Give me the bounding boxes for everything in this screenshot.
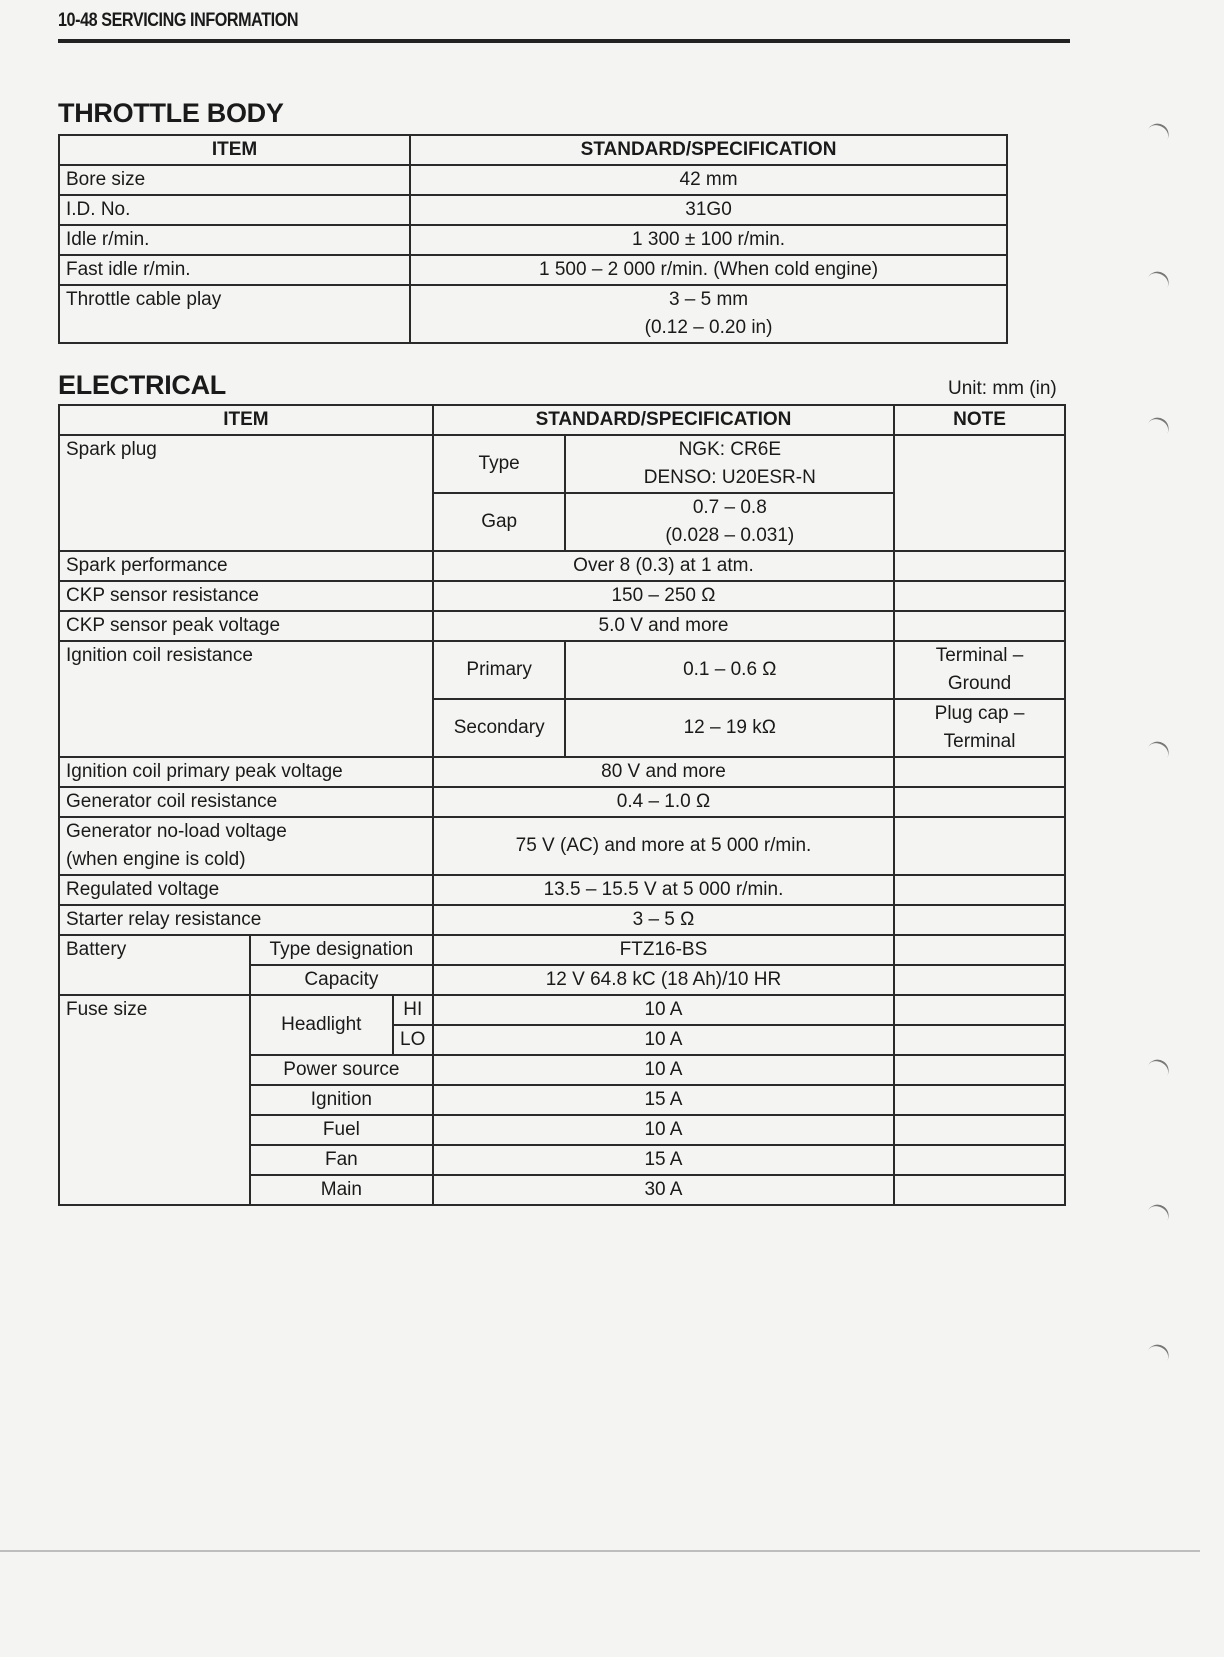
item-cell: Throttle cable play [59, 285, 410, 343]
binder-mark [1146, 1341, 1173, 1365]
spec-cell: FTZ16-BS [433, 935, 894, 965]
col-note-header: NOTE [894, 405, 1065, 435]
spec-line: (0.12 – 0.20 in) [644, 317, 773, 338]
note-cell [894, 1145, 1065, 1175]
spec-cell: 15 A [433, 1085, 894, 1115]
sub-label-cell: Main [250, 1175, 433, 1205]
note-cell [894, 1025, 1065, 1055]
sub-label-cell: Gap [433, 493, 566, 551]
spec-cell [565, 493, 894, 551]
table-row [59, 225, 1007, 255]
table-row [59, 875, 1065, 905]
header-text: 10-48 SERVICING INFORMATION [58, 10, 299, 31]
item-line: (when engine is cold) [66, 849, 246, 870]
table-header-row [59, 135, 1007, 165]
spec-cell: 75 V (AC) and more at 5 000 r/min. [433, 817, 894, 875]
note-cell [894, 875, 1065, 905]
spec-line: 0.7 – 0.8 [692, 497, 767, 518]
note-cell [894, 965, 1065, 995]
item-cell: I.D. No. [59, 195, 410, 225]
binder-mark [1146, 1201, 1173, 1225]
sub-label-cell: Capacity [250, 965, 433, 995]
table-row [59, 581, 1065, 611]
note-cell [894, 551, 1065, 581]
spec-cell: 42 mm [410, 165, 1007, 195]
spec-cell: 12 V 64.8 kC (18 Ah)/10 HR [433, 965, 894, 995]
table-row [59, 757, 1065, 787]
table-row [59, 995, 1065, 1025]
item-cell: Battery [59, 935, 250, 995]
table-row [59, 905, 1065, 935]
header-rule [58, 39, 1070, 43]
note-cell [894, 581, 1065, 611]
electrical-table [58, 404, 1066, 1206]
spec-cell: 80 V and more [433, 757, 894, 787]
sub-label-cell: Headlight [250, 995, 393, 1055]
note-cell [894, 699, 1065, 757]
sub-label-cell: Ignition [250, 1085, 433, 1115]
item-cell: Idle r/min. [59, 225, 410, 255]
spec-cell: 1 300 ± 100 r/min. [410, 225, 1007, 255]
note-line: Terminal [943, 731, 1016, 752]
table-row [59, 551, 1065, 581]
binder-mark [1146, 120, 1173, 144]
note-cell [894, 757, 1065, 787]
spec-cell: 10 A [433, 995, 894, 1025]
note-cell [894, 995, 1065, 1025]
sub-label-cell: Fan [250, 1145, 433, 1175]
note-cell [894, 1115, 1065, 1145]
page-header [58, 10, 1070, 32]
binder-mark [1146, 414, 1173, 438]
item-cell: CKP sensor peak voltage [59, 611, 433, 641]
spec-cell [565, 435, 894, 493]
note-line: Ground [947, 673, 1012, 694]
item-cell: Spark performance [59, 551, 433, 581]
sub-label-cell: Secondary [433, 699, 566, 757]
spec-cell: 12 – 19 kΩ [565, 699, 894, 757]
note-cell [894, 1175, 1065, 1205]
spec-cell: Over 8 (0.3) at 1 atm. [433, 551, 894, 581]
note-cell [894, 905, 1065, 935]
sub-label-cell: Primary [433, 641, 566, 699]
item-cell: Spark plug [59, 435, 433, 551]
spec-cell: 10 A [433, 1025, 894, 1055]
binder-mark [1146, 1056, 1173, 1080]
note-cell [894, 935, 1065, 965]
note-line: Plug cap – [934, 703, 1025, 724]
electrical-title: ELECTRICAL [58, 370, 226, 400]
item-line: Generator no-load voltage [66, 821, 287, 842]
spec-line: 3 – 5 mm [668, 289, 749, 310]
col-item-header: ITEM [59, 135, 410, 165]
note-cell [894, 1085, 1065, 1115]
binder-mark [1146, 268, 1173, 292]
table-row [59, 255, 1007, 285]
spec-cell: 3 – 5 Ω [433, 905, 894, 935]
sub-label-cell: Type [433, 435, 566, 493]
item-cell: CKP sensor resistance [59, 581, 433, 611]
spec-line: NGK: CR6E [678, 439, 781, 460]
spec-line: (0.028 – 0.031) [665, 525, 795, 546]
note-cell [894, 611, 1065, 641]
table-row [59, 817, 1065, 875]
sub-label-cell: Type designation [250, 935, 433, 965]
spec-cell [410, 285, 1007, 343]
item-cell: Generator coil resistance [59, 787, 433, 817]
item-cell: Ignition coil primary peak voltage [59, 757, 433, 787]
table-row [59, 285, 1007, 343]
sub-label-cell: Fuel [250, 1115, 433, 1145]
table-row [59, 611, 1065, 641]
unit-label: Unit: mm (in) [948, 378, 1057, 399]
spec-cell: 1 500 – 2 000 r/min. (When cold engine) [410, 255, 1007, 285]
item-cell: Bore size [59, 165, 410, 195]
throttle-body-title: THROTTLE BODY [58, 98, 284, 128]
throttle-body-table [58, 134, 1008, 344]
item-cell: Starter relay resistance [59, 905, 433, 935]
sub-label-cell: HI [393, 995, 433, 1025]
spec-cell: 150 – 250 Ω [433, 581, 894, 611]
spec-cell: 15 A [433, 1145, 894, 1175]
item-cell [59, 817, 433, 875]
spec-line: DENSO: U20ESR-N [643, 467, 816, 488]
item-cell: Ignition coil resistance [59, 641, 433, 757]
table-row [59, 195, 1007, 225]
spec-cell: 0.4 – 1.0 Ω [433, 787, 894, 817]
note-cell [894, 641, 1065, 699]
table-row [59, 641, 1065, 699]
spec-cell: 13.5 – 15.5 V at 5 000 r/min. [433, 875, 894, 905]
sub-label-cell: Power source [250, 1055, 433, 1085]
note-cell [894, 1055, 1065, 1085]
item-cell: Regulated voltage [59, 875, 433, 905]
spec-cell: 5.0 V and more [433, 611, 894, 641]
sub-label-cell: LO [393, 1025, 433, 1055]
item-cell: Fuse size [59, 995, 250, 1205]
note-cell [894, 787, 1065, 817]
col-item-header: ITEM [59, 405, 433, 435]
note-cell [894, 817, 1065, 875]
table-row [59, 165, 1007, 195]
spec-cell: 0.1 – 0.6 Ω [565, 641, 894, 699]
spec-cell: 30 A [433, 1175, 894, 1205]
note-cell [894, 435, 1065, 551]
table-row [59, 435, 1065, 493]
table-row [59, 935, 1065, 965]
binder-mark [1146, 738, 1173, 762]
spec-cell: 31G0 [410, 195, 1007, 225]
note-line: Terminal – [935, 645, 1024, 666]
spec-cell: 10 A [433, 1115, 894, 1145]
table-header-row [59, 405, 1065, 435]
item-cell: Fast idle r/min. [59, 255, 410, 285]
col-spec-header: STANDARD/SPECIFICATION [410, 135, 1007, 165]
page-bottom-edge [0, 1550, 1200, 1552]
col-spec-header: STANDARD/SPECIFICATION [433, 405, 894, 435]
table-row [59, 787, 1065, 817]
spec-cell: 10 A [433, 1055, 894, 1085]
